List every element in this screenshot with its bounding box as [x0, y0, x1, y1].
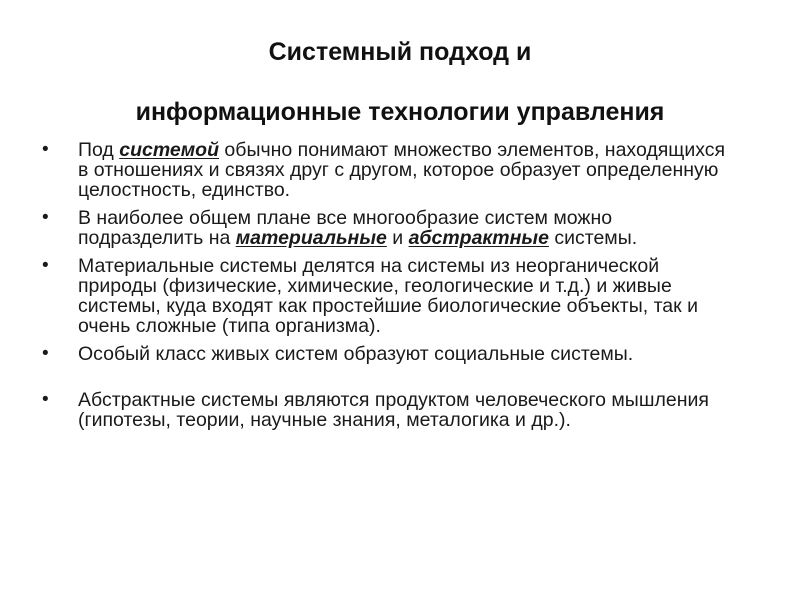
bullet-text-part: обычно понимают множество элементов, находящихся в отношениях и связях друг с другом, которое образует определенную целостность, единство. — [78, 139, 726, 201]
bullet-dot-icon: • — [42, 389, 49, 410]
bullet-item — [40, 390, 740, 430]
bullet-item — [40, 344, 740, 364]
bullet-emphasis: материальные — [235, 227, 387, 249]
bullet-dot-icon: • — [42, 255, 49, 276]
bullet-emphasis: абстрактные — [408, 227, 549, 249]
slide-title-line-1: Системный подход и — [268, 38, 532, 66]
bullet-text: Особый класс живых систем образуют социальные системы. — [78, 343, 634, 365]
bullet-text-part: системы. — [548, 227, 638, 249]
bullet-text-part: и — [386, 227, 409, 249]
bullet-dot-icon: • — [42, 343, 49, 364]
bullet-text-part: Под — [78, 139, 120, 161]
bullet-item — [40, 256, 740, 336]
bullet-text — [78, 139, 725, 201]
bullet-text: Материальные системы делятся на системы из неорганической природы (физические, химические, геологические и т.д.) и живые системы, куда входят как простейшие биологические объекты, так и очень сложные (типа организма). — [78, 255, 698, 337]
slide-title-line-2: информационные технологии управления — [135, 98, 665, 126]
slide-title — [40, 22, 760, 142]
bullet-item — [40, 208, 740, 248]
bullet-list — [40, 140, 740, 430]
bullet-text — [78, 207, 637, 249]
bullet-dot-icon: • — [42, 207, 49, 228]
bullet-text-part: В наиболее общем плане все многообразие систем можно подразделить на — [78, 207, 613, 249]
bullet-emphasis: системой — [119, 139, 220, 161]
bullet-item — [40, 140, 740, 200]
bullet-text: Абстрактные системы являются продуктом человеческого мышления (гипотезы, теории, научные знания, металогика и др.). — [78, 389, 709, 431]
bullet-dot-icon: • — [42, 139, 49, 160]
